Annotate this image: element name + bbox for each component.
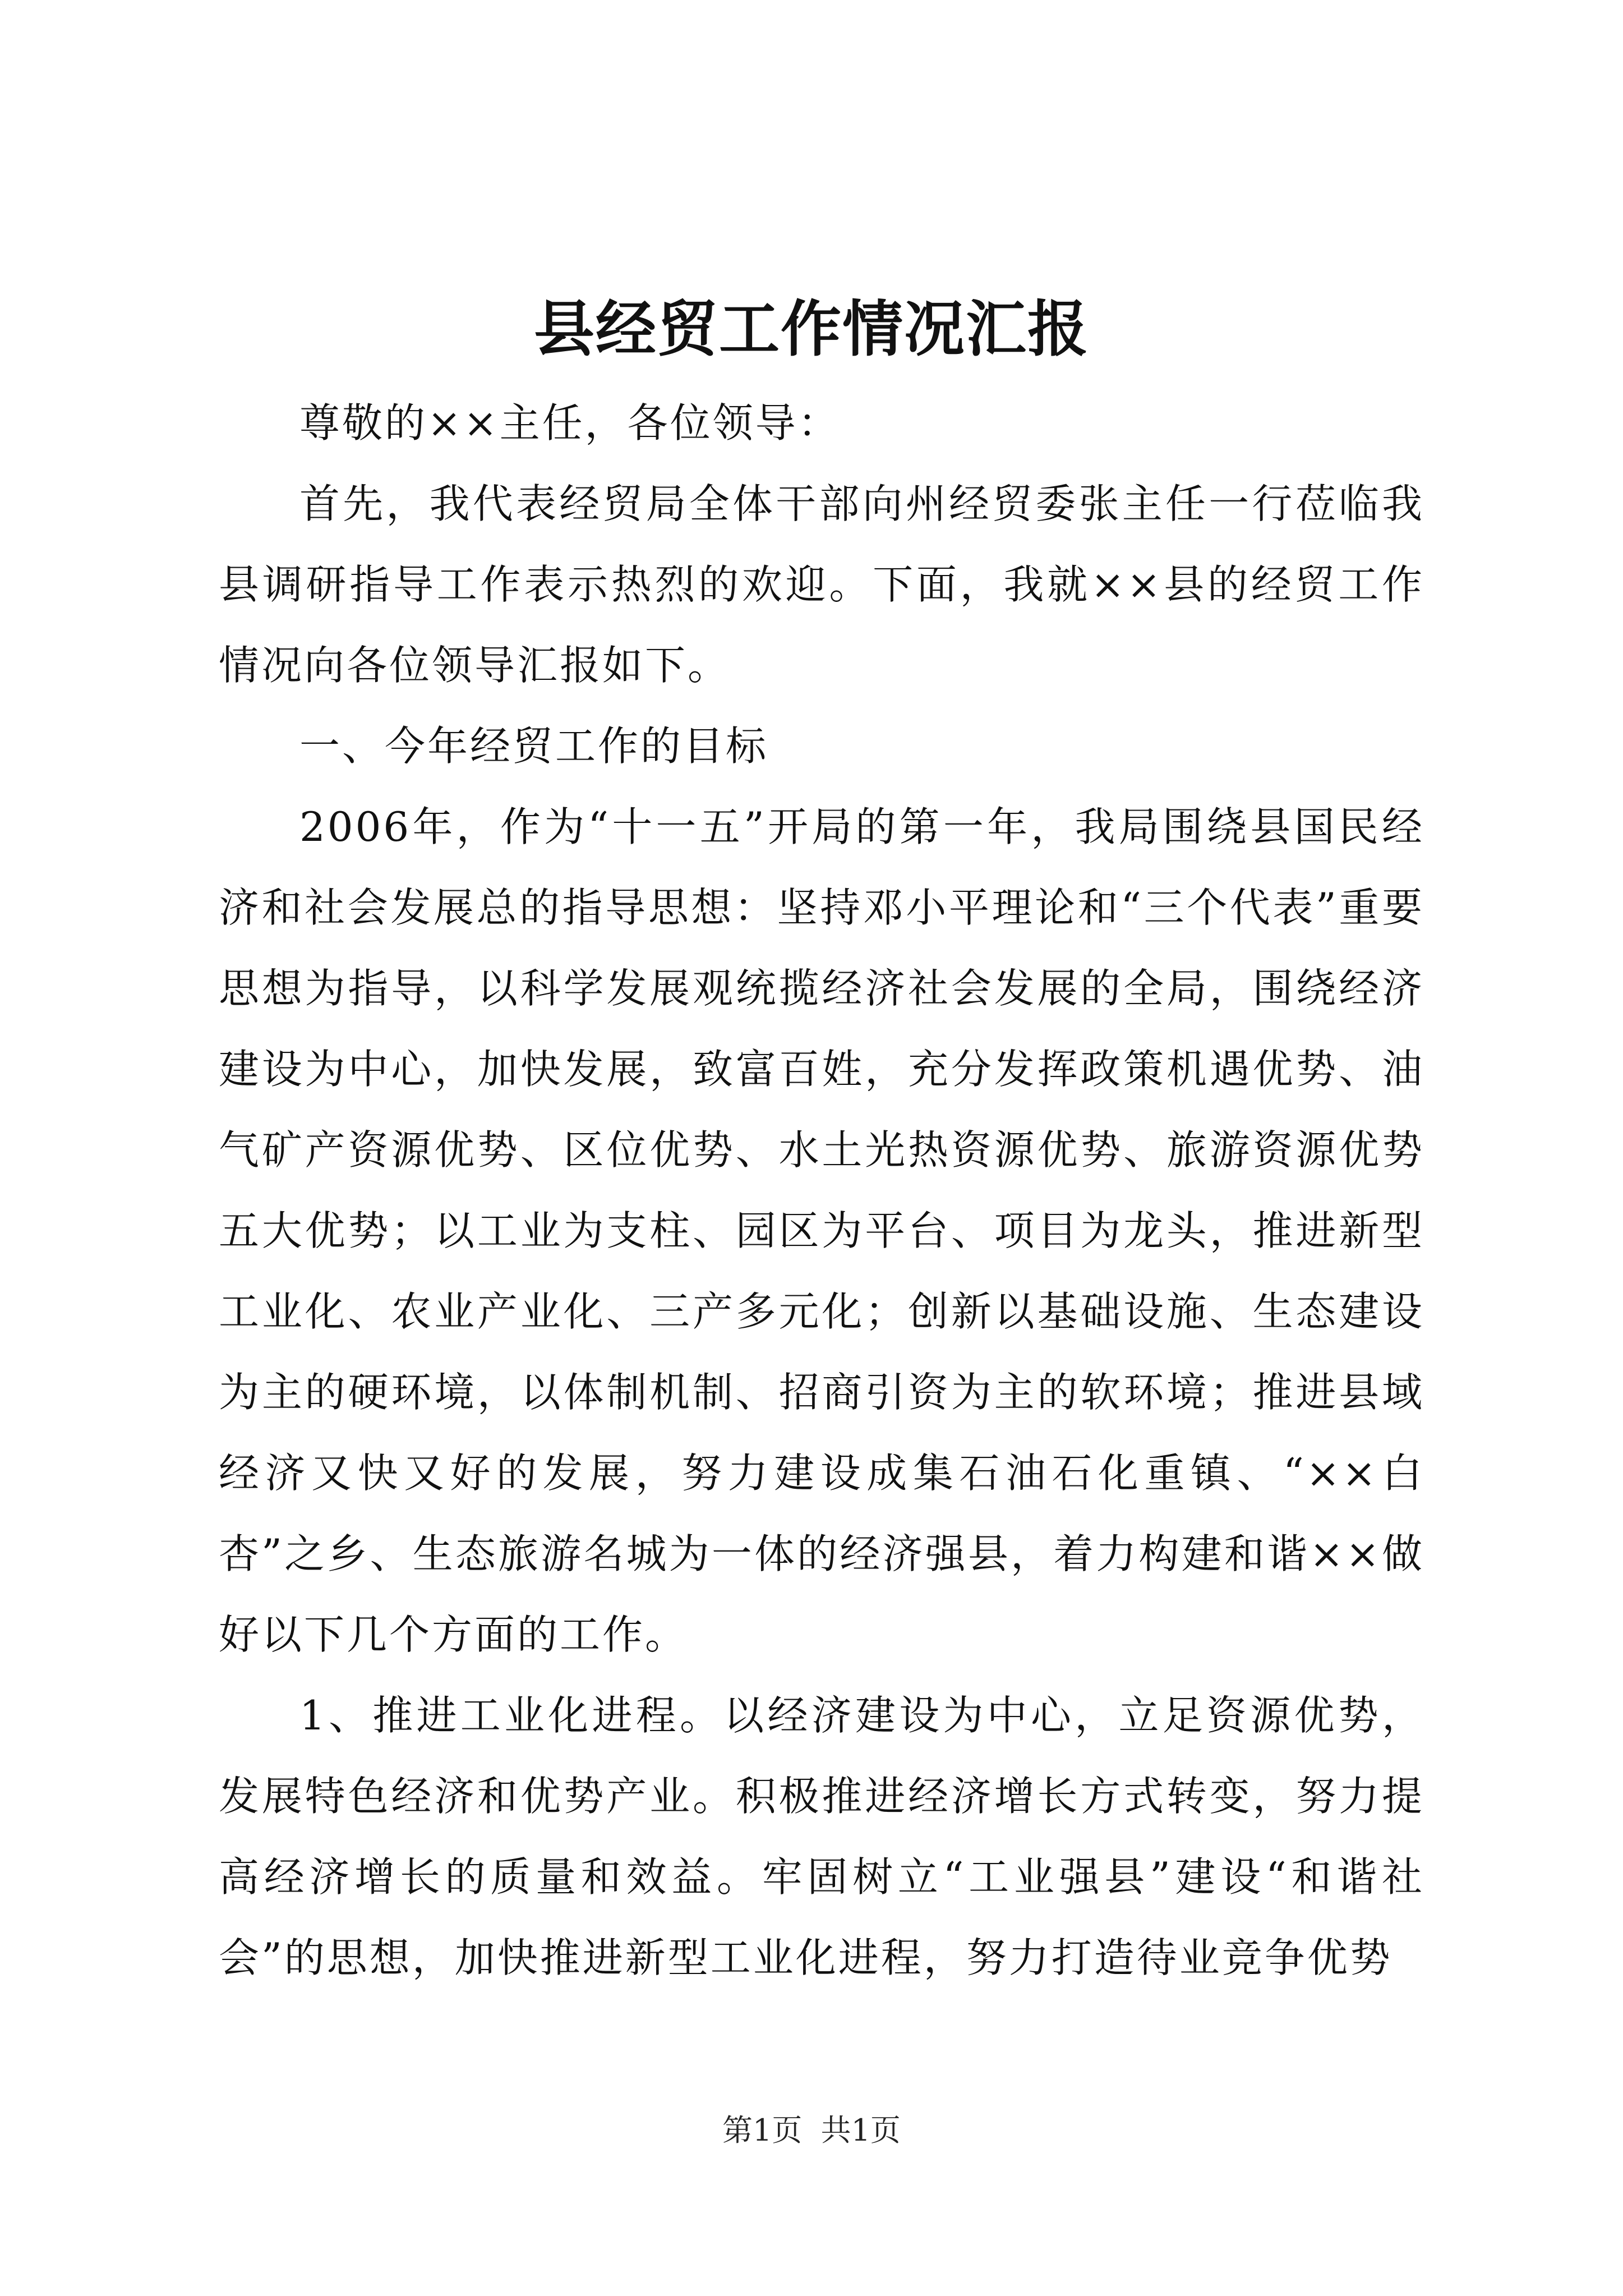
intro-paragraph: 首先，我代表经贸局全体干部向州经贸委张主任一行莅临我县调研指导工作表示热烈的欢迎。下面，我就××县的经贸工作情况向各位领导汇报如下。 — [219, 480, 1424, 689]
document-title: 县经贸工作情况汇报 — [533, 294, 1089, 365]
page-total: 共1页 — [820, 2113, 901, 2148]
industrialization-paragraph: 1、推进工业化进程。以经济建设为中心，立足资源优势，发展特色经济和优势产业。积极推进经济增长方式转变，努力提高经济增长的质量和效益。牢固树立“工业强县”建设“和谐社会”的思想，加快推进新型工业化进程，努力打造待业竞争优势 — [219, 1692, 1424, 1981]
section-heading: 一、今年经贸工作的目标 — [299, 723, 769, 770]
page-footer — [0, 2108, 1623, 2153]
goals-paragraph: 2006年，作为“十一五”开局的第一年，我局围绕县国民经济和社会发展总的指导思想：坚持邓小平理论和“三个代表”重要思想为指导，以科学发展观统揽经济社会发展的全局，围绕经济建设为中心，加快发展，致富百姓，充分发挥政策机遇优势、油气矿产资源优势、区位优势、水土光热资源优势、旅游资源优势五大优势；以工业为支柱、园区为平台、项目为龙头，推进新型工业化、农业产业化、三产多元化；创新以基础设施、生态建设为主的硬环境，以体制机制、招商引资为主的软环境；推进县域经济又快又好的发展，努力建设成集石油石化重镇、“××白杏”之乡、生态旅游名城为一体的经济强县，着力构建和谐××做好以下几个方面的工作。 — [219, 803, 1424, 1658]
salutation-paragraph: 尊敬的××主任，各位领导： — [299, 399, 841, 447]
document-body — [219, 383, 1424, 1998]
page-number: 第1页 — [722, 2113, 803, 2148]
